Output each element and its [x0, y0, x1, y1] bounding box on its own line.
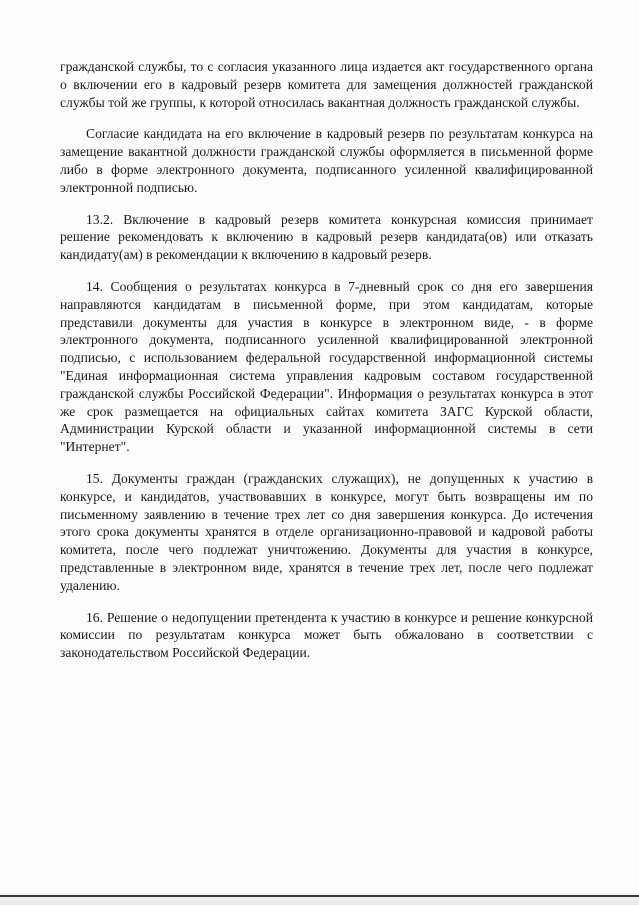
paragraph-16: 16. Решение о недопущении претендента к участию в конкурсе и решение конкурсной комиссии по результатам конкурса может быть обжаловано в соответствии с законодательством Российской Федерации. [60, 609, 593, 661]
paragraph-13-2: 13.2. Включение в кадровый резерв комитета конкурсная комиссия принимает решение рекомендовать к включению в кадровый резерв кандидата(ов) или отказать кандидату(ам) в рекомендации к включению в кадровый резерв. [60, 211, 593, 263]
paragraph-candidate-consent: Согласие кандидата на его включение в кадровый резерв по результатам конкурса на замещение вакантной должности гражданской службы оформляется в письменной форме либо в форме электронного документа, подписанного усиленной квалифицированной электронной подписью. [60, 126, 593, 195]
scan-bottom-edge [0, 895, 639, 897]
paragraph-continuation: гражданской службы, то с согласия указанного лица издается акт государственного органа о включении его в кадровый резерв комитета для замещения должностей гражданской службы той же группы, к которой относилась вакантная должность гражданской службы. [60, 59, 593, 110]
paragraph-15: 15. Документы граждан (гражданских служащих), не допущенных к участию в конкурсе, и кандидатов, участвовавших в конкурсе, могут быть возвращены им по письменному заявлению в течение трех лет со дня завершения конкурса. До истечения этого срока документы хранятся в отделе организационно-правовой и кадровой работы комитета, после чего подлежат уничтожению. Документы для участия в конкурсе, представленные в электронном виде, хранятся в течение трех лет, после чего подлежат удалению. [60, 470, 593, 593]
document-body [60, 58, 593, 676]
paragraph-14: 14. Сообщения о результатах конкурса в 7-дневный срок со дня его завершения направляются кандидатам в письменной форме, при этом кандидатам, которые представили документы для участия в конкурсе в электронном виде, - в форме электронного документа, подписанного усиленной квалифицированной электронной подписью, с использованием федеральной государственной информационной системы "Единая информационная система управления кадровым составом государственной гражданской службы Российской Федерации". Информация о результатах конкурса в этот же срок размещается на официальных сайтах комитета ЗАГС Курской области, Администрации Курской области и указанной информационной системы в сети "Интернет". [60, 278, 593, 455]
